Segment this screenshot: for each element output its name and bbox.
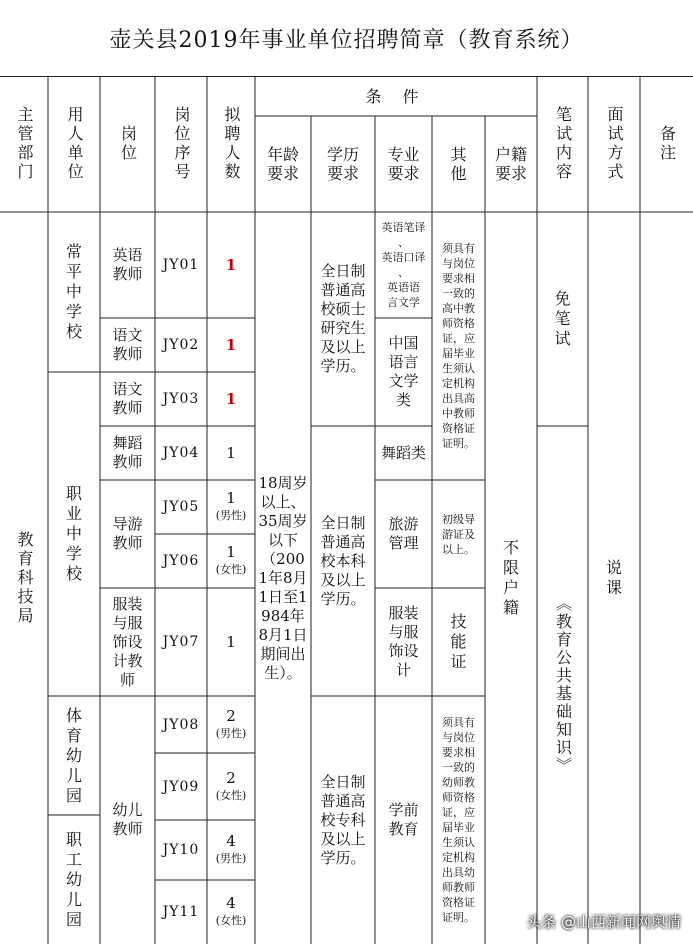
unit-staff-kindergarten: 职工幼儿园 [65,829,82,929]
header-note: 备注 [657,125,677,163]
other-kindergarten-cert: 须具有与岗位要求相一致的幼师教师资格证，应届毕业生须认定机构出具幼师教师资格证证明。 [442,716,475,924]
post-code: JY07 [162,634,200,650]
header-unit: 用人单位 [65,106,84,182]
header-post: 岗位 [118,125,138,163]
post-kindergarten-teacher: 幼儿教师 [112,801,143,838]
hire-count: 1 [225,335,237,354]
post-code: JY01 [162,257,200,273]
hire-count: 2 (女性) [215,768,247,802]
major-chinese: 中国语言文学类 [388,334,419,409]
edu-master: 全日制普通高校硕士研究生及以上学历。 [320,262,366,375]
header-code: 岗位序号 [172,106,191,182]
major-preschool: 学前教育 [388,801,419,838]
hire-count: 1 (女性) [215,543,247,576]
hukou-requirement: 不限户籍 [502,538,519,617]
post-code: JY10 [162,842,200,858]
hire-count: 1 [226,443,236,462]
post-fashion-design-teacher: 服装与服饰设计教师 [112,594,143,689]
post-dance-teacher: 舞蹈教师 [112,434,143,471]
post-code: JY08 [162,716,200,733]
major-dance: 舞蹈类 [380,443,426,462]
header-hukou: 户籍要求 [495,145,528,183]
written-exempt: 免笔试 [554,289,571,348]
other-tour-guide-cert: 初级导游证及以上。 [442,512,475,556]
post-chinese-teacher: 语文教师 [112,326,143,363]
post-code: JY06 [162,553,200,569]
major-tourism: 旅游管理 [388,515,419,552]
major-english: 英语笔译 、 英语口译 、 英语语言文学 [381,221,426,309]
unit-changping: 常平中学校 [65,242,82,341]
post-chinese-teacher: 语文教师 [112,380,143,417]
header-count: 拟聘人数 [222,106,241,182]
header-edu: 学历要求 [326,145,359,183]
post-code: JY02 [162,337,200,353]
post-code: JY11 [162,904,200,920]
unit-vocational: 职业中学校 [65,484,82,583]
header-dept: 主管部门 [15,106,34,182]
header-conditions: 条 件 [365,86,427,106]
hire-count: 4 (男性) [215,832,247,865]
written-subject: 《教育公共基础知识》 [553,595,573,775]
hire-count: 2 (男性) [215,706,247,740]
header-major: 专业要求 [387,145,420,183]
unit-sports-kindergarten: 体育幼儿园 [65,705,82,805]
hire-count: 1 [225,255,237,274]
dept-cell: 教育科技局 [15,530,34,626]
watermark: 头条 @山西新闻网舆情 [526,913,681,931]
post-english-teacher: 英语教师 [112,246,143,283]
post-code: JY04 [162,445,200,461]
note-cell [640,212,693,944]
hire-count: 4 (女性) [215,894,247,927]
age-requirement: 18周岁以上、35周岁以下（2001年8月1日至1984年8月1日期间出生）。 [258,473,308,682]
post-code: JY03 [162,391,200,407]
header-age: 年龄要求 [266,145,299,183]
edu-bachelor: 全日制普通高校本科及以上学历。 [320,513,366,608]
header-interview: 面试方式 [605,106,624,182]
header-written: 笔试内容 [553,106,573,182]
hire-count: 1 [226,632,236,651]
post-code: JY09 [162,778,200,795]
other-high-school-cert: 须具有与岗位要求相一致的高中教师资格证，应届毕业生须认定机构出具高中教师资格证证明。 [442,242,475,450]
post-code: JY05 [162,499,200,515]
other-skill-cert: 技能证 [450,612,467,671]
post-tour-guide-teacher: 导游教师 [112,515,143,552]
hire-count: 1 (男性) [215,489,247,522]
page-title: 壶关县2019年事业单位招聘简章（教育系统） [0,0,693,77]
header-other: 其他 [450,145,467,183]
hire-count: 1 [225,389,237,408]
major-fashion: 服装与服饰设计 [388,604,419,679]
interview-method: 说课 [605,558,622,597]
edu-college: 全日制普通高校专科及以上学历。 [320,772,366,867]
